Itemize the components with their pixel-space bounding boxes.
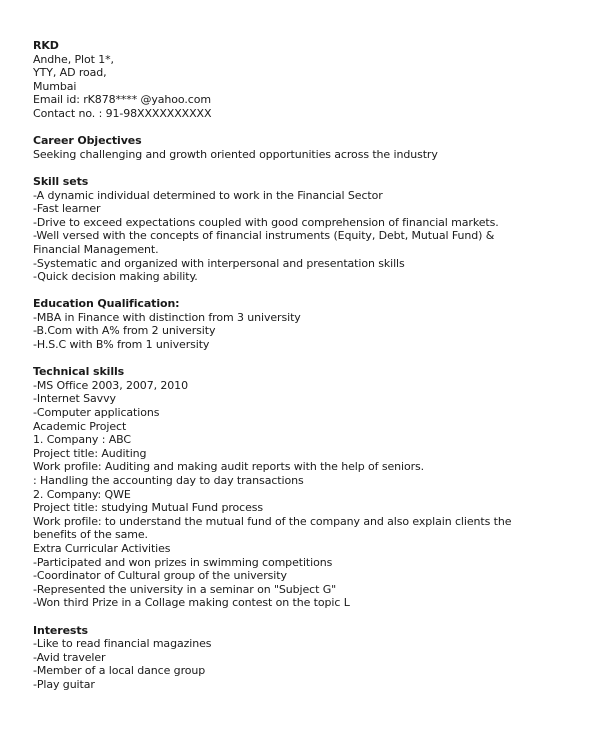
- section-heading: Education Qualification:: [33, 297, 180, 311]
- extra-curricular-item: -Participated and won prizes in swimming competitions: [33, 555, 333, 569]
- skill-item: -A dynamic individual determined to work in the Financial Sector: [33, 188, 383, 202]
- technical-skills-section: [33, 365, 593, 610]
- skill-item: -Fast learner: [33, 202, 101, 216]
- resume-document: [33, 39, 593, 692]
- contact-block: [33, 39, 593, 121]
- project-company: 2. Company: QWE: [33, 487, 131, 501]
- interests-section: [33, 624, 593, 692]
- section-heading: Interests: [33, 623, 88, 637]
- skill-item: -Quick decision making ability.: [33, 270, 198, 284]
- address-city: Mumbai: [33, 79, 77, 93]
- technical-skill-item: -Internet Savvy: [33, 392, 116, 406]
- interest-item: -Play guitar: [33, 677, 95, 691]
- project-work-profile: Work profile: Auditing and making audit reports with the help of seniors.: [33, 460, 425, 474]
- skill-item: -Well versed with the concepts of financial instruments (Equity, Debt, Mutual Fund) & Financial Management.: [33, 229, 495, 256]
- project-title: Project title: studying Mutual Fund process: [33, 501, 264, 515]
- interest-item: -Member of a local dance group: [33, 664, 206, 678]
- career-objective-text: Seeking challenging and growth oriented opportunities across the industry: [33, 147, 438, 161]
- project-company: 1. Company : ABC: [33, 433, 131, 447]
- extra-curricular-item: -Won third Prize in a Collage making contest on the topic L: [33, 596, 350, 610]
- interest-item: -Avid traveler: [33, 650, 106, 664]
- skill-sets-section: [33, 175, 593, 284]
- technical-skill-item: -MS Office 2003, 2007, 2010: [33, 378, 188, 392]
- extra-curricular-item: -Represented the university in a seminar on "Subject G": [33, 582, 337, 596]
- education-section: [33, 297, 593, 351]
- education-item: -H.S.C with B% from 1 university: [33, 338, 210, 352]
- interest-item: -Like to read financial magazines: [33, 637, 212, 651]
- technical-skill-item: -Computer applications: [33, 406, 160, 420]
- extra-curricular-item: -Coordinator of Cultural group of the university: [33, 569, 287, 583]
- project-work-profile: Work profile: to understand the mutual fund of the company and also explain clients the benefits of the same.: [33, 514, 512, 542]
- education-item: -B.Com with A% from 2 university: [33, 324, 216, 338]
- email-line: Email id: rK878**** @yahoo.com: [33, 93, 211, 107]
- address-line-2: YTY, AD road,: [33, 66, 107, 80]
- academic-project-heading: Academic Project: [33, 419, 127, 433]
- skill-item: -Systematic and organized with interpersonal and presentation skills: [33, 256, 405, 270]
- skill-item: -Drive to exceed expectations coupled with good comprehension of financial markets.: [33, 215, 499, 229]
- candidate-name: RKD: [33, 39, 59, 52]
- section-heading: Technical skills: [33, 365, 125, 379]
- extra-curricular-heading: Extra Curricular Activities: [33, 541, 171, 555]
- career-objectives-section: [33, 134, 593, 161]
- project-title: Project title: Auditing: [33, 446, 147, 460]
- section-heading: Skill sets: [33, 174, 89, 188]
- contact-number-line: Contact no. : 91-98XXXXXXXXXX: [33, 106, 212, 120]
- section-heading: Career Objectives: [33, 134, 142, 148]
- address-line-1: Andhe, Plot 1*,: [33, 52, 114, 66]
- project-extra-detail: : Handling the accounting day to day transactions: [33, 474, 304, 487]
- education-item: -MBA in Finance with distinction from 3 university: [33, 310, 301, 324]
